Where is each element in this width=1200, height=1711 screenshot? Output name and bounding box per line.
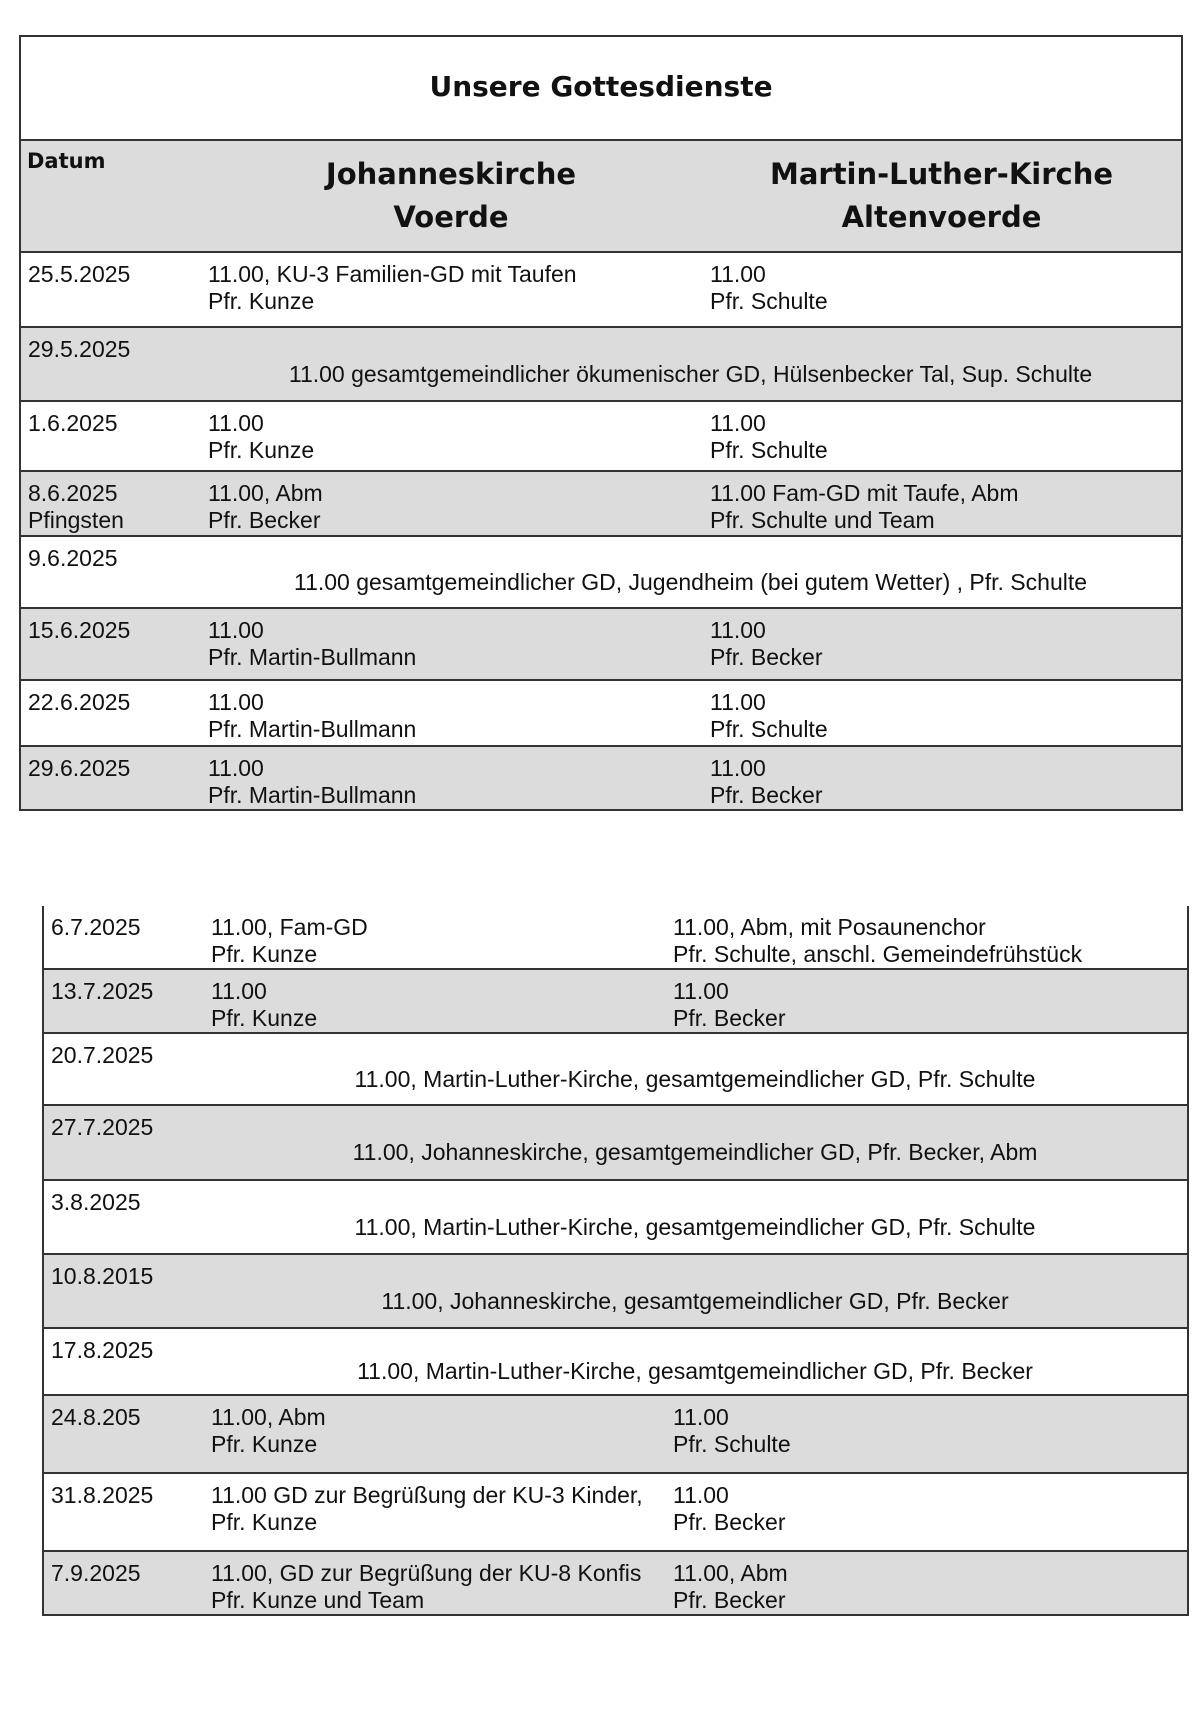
service-line: Pfr. Kunze [208, 288, 315, 314]
date-cell [43, 1033, 203, 1105]
date-cell [20, 608, 200, 680]
date-line: 9.6.2025 [28, 545, 118, 571]
table-row [43, 1395, 1188, 1473]
date-cell [20, 680, 200, 746]
merged-service-cell: 11.00, Martin-Luther-Kirche, gesamtgemeindlicher GD, Pfr. Schulte [203, 1180, 1188, 1254]
header-martin-luther-kirche [702, 140, 1182, 252]
date-cell [43, 1395, 203, 1473]
table-row [20, 471, 1182, 536]
service-line: 11.00 [211, 978, 267, 1004]
date-line: 29.6.2025 [28, 755, 131, 781]
date-line: 10.8.2015 [51, 1263, 154, 1289]
service-line: 11.00, Abm [673, 1560, 788, 1586]
service-line: Pfr. Schulte [710, 288, 828, 314]
date-cell [43, 1328, 203, 1395]
service-line: 11.00 GD zur Begrüßung der KU-3 Kinder, [211, 1482, 643, 1508]
date-line: 20.7.2025 [51, 1042, 154, 1068]
service-line: 11.00, Fam-GD [211, 914, 368, 940]
service-line: Pfr. Becker [673, 1005, 786, 1031]
services-table-2 [42, 906, 1189, 1616]
service-line: Pfr. Schulte und Team [710, 507, 935, 533]
table-row [20, 252, 1182, 327]
table-row [20, 327, 1182, 401]
martin-luther-kirche-cell [702, 746, 1182, 810]
martin-luther-kirche-cell [665, 969, 1188, 1033]
service-line: 11.00, Abm [211, 1404, 326, 1430]
date-cell [20, 401, 200, 471]
service-line: 11.00 [710, 617, 766, 643]
service-line: Pfr. Kunze [208, 437, 315, 463]
johanneskirche-cell [203, 1551, 665, 1615]
service-line: Pfr. Schulte [710, 437, 828, 463]
date-cell [43, 969, 203, 1033]
service-line: 11.00 [208, 689, 264, 715]
header-church2-line1: Martin-Luther-Kirche [769, 157, 1114, 191]
date-line: 15.6.2025 [28, 617, 131, 643]
date-cell [20, 327, 200, 401]
service-line: 11.00, GD zur Begrüßung der KU-8 Konfis [211, 1560, 642, 1586]
johanneskirche-cell [203, 1473, 665, 1551]
service-line: 11.00 [673, 1482, 729, 1508]
service-line: 11.00 [710, 410, 766, 436]
merged-service-cell: 11.00, Johanneskirche, gesamtgemeindlicher GD, Pfr. Becker [203, 1254, 1188, 1328]
date-line: 17.8.2025 [51, 1337, 154, 1363]
service-line: Pfr. Becker [710, 644, 823, 670]
service-line: Pfr. Becker [208, 507, 321, 533]
service-line: Pfr. Schulte [673, 1431, 791, 1457]
service-line: 11.00 [208, 410, 264, 436]
martin-luther-kirche-cell [702, 252, 1182, 327]
service-line: 11.00 [673, 1404, 729, 1430]
date-cell [43, 1473, 203, 1551]
service-line: 11.00 [208, 617, 264, 643]
date-line: 22.6.2025 [28, 689, 131, 715]
johanneskirche-cell [200, 680, 702, 746]
service-line: Pfr. Kunze [211, 1509, 318, 1535]
date-line: 8.6.2025 [28, 480, 118, 506]
table-row [20, 746, 1182, 810]
service-line: Pfr. Martin-Bullmann [208, 644, 417, 670]
merged-service-cell: 11.00, Johanneskirche, gesamtgemeindlicher GD, Pfr. Becker, Abm [203, 1105, 1188, 1180]
johanneskirche-cell [200, 252, 702, 327]
service-line: 11.00 [710, 261, 766, 287]
date-line: 6.7.2025 [51, 914, 141, 940]
table-row [43, 969, 1188, 1033]
service-line: Pfr. Schulte [710, 716, 828, 742]
date-line: 27.7.2025 [51, 1114, 154, 1140]
service-line: Pfr. Becker [710, 782, 823, 808]
date-cell [20, 746, 200, 810]
header-church2-line2: Altenvoerde [841, 200, 1042, 234]
johanneskirche-cell [200, 471, 702, 536]
merged-service-cell: 11.00 gesamtgemeindlicher ökumenischer GD, Hülsenbecker Tal, Sup. Schulte [200, 327, 1182, 401]
service-line: 11.00 [208, 755, 264, 781]
merged-service-cell: 11.00, Martin-Luther-Kirche, gesamtgemeindlicher GD, Pfr. Schulte [203, 1033, 1188, 1105]
table-row [43, 906, 1188, 969]
table-row [43, 1033, 1188, 1105]
service-line: 11.00 [673, 978, 729, 1004]
service-line: Pfr. Kunze [211, 1431, 318, 1457]
martin-luther-kirche-cell [702, 401, 1182, 471]
merged-service-cell: 11.00, Martin-Luther-Kirche, gesamtgemeindlicher GD, Pfr. Becker [203, 1328, 1188, 1395]
table-row [43, 1328, 1188, 1395]
service-line: Pfr. Schulte, anschl. Gemeindefrühstück [673, 941, 1083, 967]
johanneskirche-cell [203, 906, 665, 969]
merged-service-cell: 11.00 gesamtgemeindlicher GD, Jugendheim (bei gutem Wetter) , Pfr. Schulte [200, 536, 1182, 608]
page-title: Unsere Gottesdienste [429, 69, 773, 103]
table-row [43, 1254, 1188, 1328]
date-cell [20, 536, 200, 608]
header-church1-line2: Voerde [393, 200, 509, 234]
date-cell [43, 1180, 203, 1254]
service-line: Pfr. Kunze und Team [211, 1587, 425, 1613]
martin-luther-kirche-cell [665, 1473, 1188, 1551]
martin-luther-kirche-cell [665, 1395, 1188, 1473]
service-line: Pfr. Becker [673, 1587, 786, 1613]
service-line: 11.00, Abm, mit Posaunenchor [673, 914, 986, 940]
date-cell [43, 1254, 203, 1328]
date-cell [20, 471, 200, 536]
service-line: 11.00 [710, 755, 766, 781]
date-line: 13.7.2025 [51, 978, 154, 1004]
date-line: Pfingsten [28, 507, 124, 533]
table-row [20, 401, 1182, 471]
service-line: 11.00, KU-3 Familien-GD mit Taufen [208, 261, 577, 287]
date-line: 29.5.2025 [28, 336, 131, 362]
date-cell [43, 1551, 203, 1615]
date-line: 31.8.2025 [51, 1482, 154, 1508]
table-row [43, 1473, 1188, 1551]
service-line: Pfr. Becker [673, 1509, 786, 1535]
header-row [20, 140, 1182, 252]
table-row [20, 680, 1182, 746]
service-line: 11.00, Abm [208, 480, 323, 506]
header-datum: Datum [20, 140, 200, 252]
table-row [20, 536, 1182, 608]
johanneskirche-cell [200, 746, 702, 810]
date-line: 24.8.205 [51, 1404, 141, 1430]
date-line: 25.5.2025 [28, 261, 131, 287]
date-line: 7.9.2025 [51, 1560, 141, 1586]
johanneskirche-cell [203, 1395, 665, 1473]
martin-luther-kirche-cell [702, 608, 1182, 680]
date-cell [43, 906, 203, 969]
martin-luther-kirche-cell [702, 471, 1182, 536]
table-row [20, 608, 1182, 680]
service-line: Pfr. Martin-Bullmann [208, 716, 417, 742]
martin-luther-kirche-cell [665, 906, 1188, 969]
service-line: Pfr. Kunze [211, 1005, 318, 1031]
date-line: 3.8.2025 [51, 1189, 141, 1215]
service-line: 11.00 Fam-GD mit Taufe, Abm [710, 480, 1019, 506]
header-church1-line1: Johanneskirche [325, 157, 577, 191]
martin-luther-kirche-cell [665, 1551, 1188, 1615]
johanneskirche-cell [200, 608, 702, 680]
date-cell [43, 1105, 203, 1180]
date-cell [20, 252, 200, 327]
services-table-1 [19, 35, 1183, 811]
johanneskirche-cell [200, 401, 702, 471]
table-row [43, 1105, 1188, 1180]
service-line: 11.00 [710, 689, 766, 715]
table-row [43, 1551, 1188, 1615]
martin-luther-kirche-cell [702, 680, 1182, 746]
date-line: 1.6.2025 [28, 410, 118, 436]
service-line: Pfr. Kunze [211, 941, 318, 967]
header-johanneskirche [200, 140, 702, 252]
johanneskirche-cell [203, 969, 665, 1033]
service-line: Pfr. Martin-Bullmann [208, 782, 417, 808]
table-row [43, 1180, 1188, 1254]
